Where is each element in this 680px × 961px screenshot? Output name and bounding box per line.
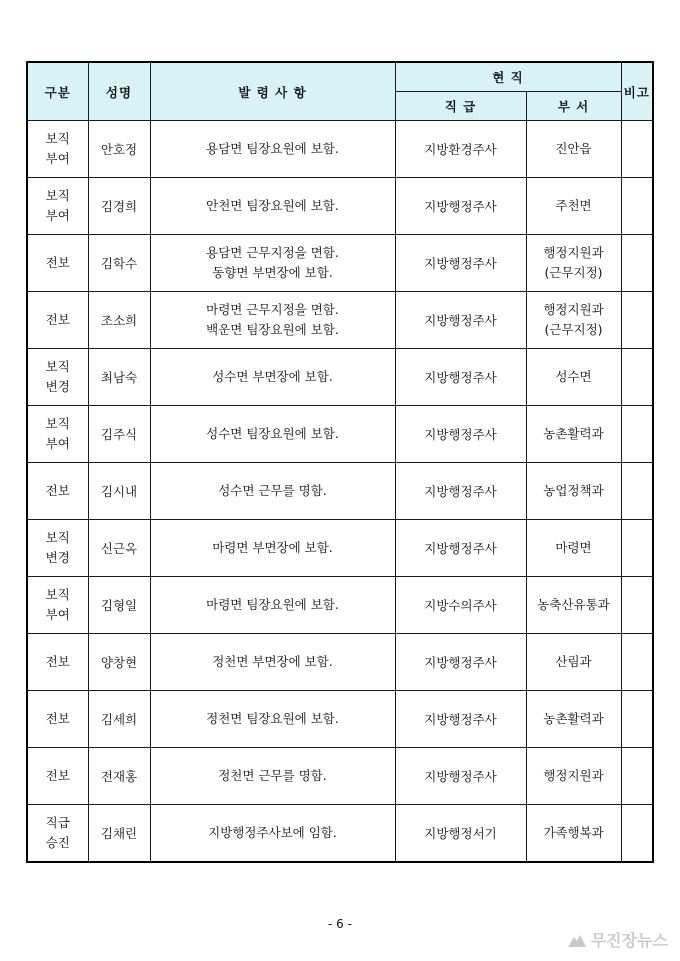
watermark-text: 무진장뉴스 [590,931,668,950]
table-row [27,748,653,805]
cell-name: 김학수 [88,235,150,292]
cell-order: 정천면 팀장요원에 보함. [150,691,395,748]
cell-type: 전보 [27,691,88,748]
page-number: - 6 - [328,917,352,931]
cell-name: 김시내 [88,463,150,520]
cell-name: 전재홍 [88,748,150,805]
cell-dept: 행정지원과 [526,748,621,805]
cell-name: 김경희 [88,178,150,235]
cell-remarks [621,235,653,292]
cell-remarks [621,577,653,634]
cell-dept: 농촌활력과 [526,406,621,463]
header-dept: 부 서 [526,92,621,121]
cell-dept: 마령면 [526,520,621,577]
header-remarks: 비고 [621,62,653,121]
cell-grade: 지방행정서기 [395,805,526,862]
cell-grade: 지방행정주사 [395,235,526,292]
cell-order: 지방행정주사보에 임함. [150,805,395,862]
cell-grade: 지방수의주사 [395,577,526,634]
table-row [27,292,653,349]
cell-remarks [621,805,653,862]
cell-order: 성수면 부면장에 보함. [150,349,395,406]
cell-grade: 지방행정주사 [395,349,526,406]
cell-dept: 진안읍 [526,121,621,178]
cell-name: 조소희 [88,292,150,349]
table-row [27,178,653,235]
cell-remarks [621,349,653,406]
table-row [27,520,653,577]
cell-name: 안호정 [88,121,150,178]
table-row [27,121,653,178]
cell-remarks [621,691,653,748]
cell-grade: 지방행정주사 [395,691,526,748]
header-grade: 직 급 [395,92,526,121]
cell-dept: 농촌활력과 [526,691,621,748]
table-row [27,406,653,463]
cell-remarks [621,121,653,178]
cell-grade: 지방행정주사 [395,520,526,577]
table-row [27,577,653,634]
cell-grade: 지방행정주사 [395,463,526,520]
cell-grade: 지방행정주사 [395,292,526,349]
cell-grade: 지방행정주사 [395,748,526,805]
cell-dept: 산림과 [526,634,621,691]
personnel-table [26,61,654,863]
cell-name: 김형일 [88,577,150,634]
table-row [27,805,653,862]
header-row-1 [27,62,653,92]
table-row [27,691,653,748]
cell-grade: 지방행정주사 [395,406,526,463]
cell-dept: 행정지원과 (근무지정) [526,292,621,349]
cell-grade: 지방행정주사 [395,178,526,235]
cell-order: 마령면 부면장에 보함. [150,520,395,577]
table-body [27,121,653,862]
cell-order: 용담면 팀장요원에 보함. [150,121,395,178]
cell-order: 정천면 근무를 명함. [150,748,395,805]
cell-order: 마령면 근무지정을 면함. 백운면 팀장요원에 보함. [150,292,395,349]
cell-type: 보직 변경 [27,520,88,577]
cell-order: 정천면 부면장에 보함. [150,634,395,691]
cell-name: 김세희 [88,691,150,748]
cell-dept: 가족행복과 [526,805,621,862]
header-order: 발 령 사 항 [150,62,395,121]
header-type: 구분 [27,62,88,121]
cell-dept: 농업정책과 [526,463,621,520]
cell-remarks [621,748,653,805]
cell-dept: 주천면 [526,178,621,235]
cell-type: 보직 부여 [27,406,88,463]
mountain-logo-icon [567,932,587,948]
cell-remarks [621,406,653,463]
header-current-position: 현 직 [395,62,621,92]
cell-order: 안천면 팀장요원에 보함. [150,178,395,235]
cell-remarks [621,292,653,349]
cell-name: 신근옥 [88,520,150,577]
cell-type: 전보 [27,235,88,292]
cell-type: 전보 [27,748,88,805]
header-name: 성명 [88,62,150,121]
cell-order: 마령면 팀장요원에 보함. [150,577,395,634]
cell-name: 최남숙 [88,349,150,406]
cell-type: 전보 [27,634,88,691]
cell-dept: 성수면 [526,349,621,406]
table-row [27,463,653,520]
cell-type: 보직 변경 [27,349,88,406]
cell-remarks [621,520,653,577]
cell-name: 김채린 [88,805,150,862]
cell-order: 용담면 근무지정을 면함. 동향면 부면장에 보함. [150,235,395,292]
cell-dept: 농축산유통과 [526,577,621,634]
cell-grade: 지방환경주사 [395,121,526,178]
cell-type: 직급 승진 [27,805,88,862]
table-row [27,349,653,406]
cell-order: 성수면 팀장요원에 보함. [150,406,395,463]
cell-remarks [621,178,653,235]
cell-order: 성수면 근무를 명함. [150,463,395,520]
cell-name: 양창현 [88,634,150,691]
cell-type: 전보 [27,292,88,349]
cell-type: 전보 [27,463,88,520]
cell-grade: 지방행정주사 [395,634,526,691]
table-row [27,235,653,292]
table-row [27,634,653,691]
cell-name: 김주식 [88,406,150,463]
cell-remarks [621,634,653,691]
watermark [567,928,668,951]
cell-type: 보직 부여 [27,121,88,178]
cell-type: 보직 부여 [27,577,88,634]
cell-remarks [621,463,653,520]
cell-type: 보직 부여 [27,178,88,235]
cell-dept: 행정지원과 (근무지정) [526,235,621,292]
